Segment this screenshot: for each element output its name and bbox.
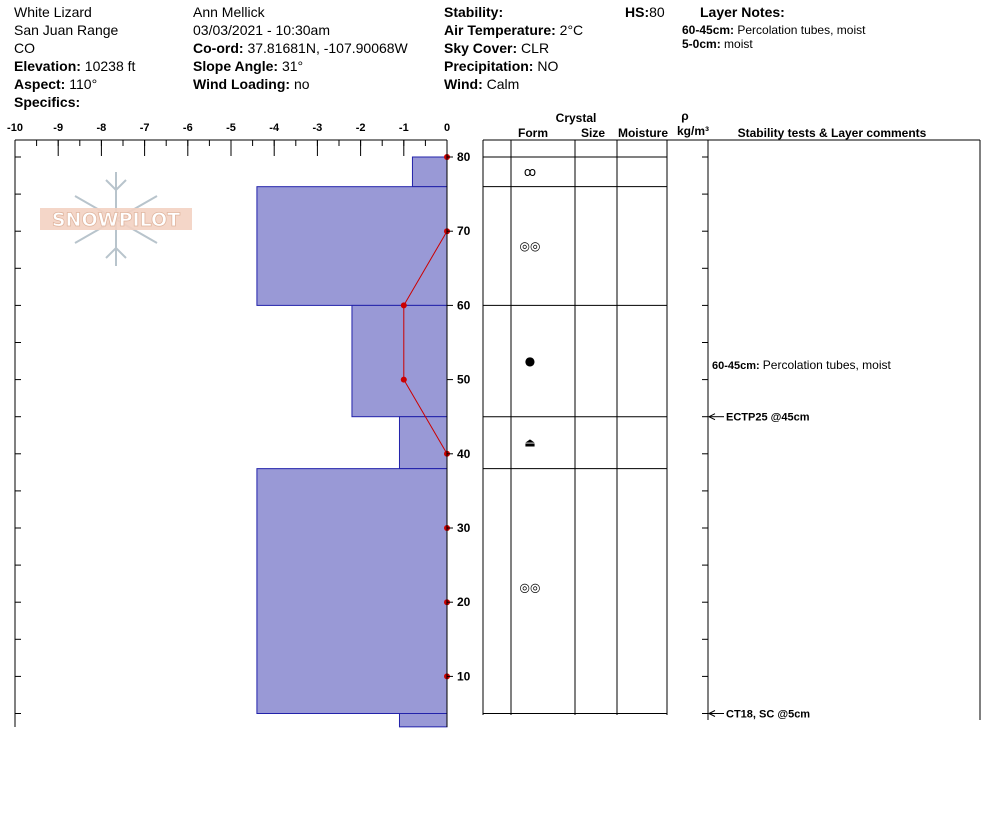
specifics-label: Specifics: [14, 94, 81, 110]
x-tick-label: -10 [7, 122, 23, 134]
moisture-header: Moisture [617, 126, 669, 140]
density-unit-header: kg/m³ [676, 124, 710, 138]
elevation-label: Elevation: [14, 58, 81, 74]
air-temp-value: 2°C [559, 22, 584, 38]
layer-note-2-text: moist [724, 37, 753, 51]
depth-tick-label: 20 [457, 595, 471, 610]
elevation-value: 10238 ft [84, 58, 136, 74]
coord-label: Co-ord: [193, 40, 244, 56]
precip-value: NO [537, 58, 559, 74]
wind-loading-label: Wind Loading: [193, 76, 291, 92]
hs-value: 80 [649, 4, 665, 20]
depth-tick-label: 60 [457, 298, 471, 313]
layer-note-2-range: 5-0cm: [682, 37, 721, 51]
depth-tick-label: 80 [457, 150, 471, 164]
slope-value: 31° [281, 58, 304, 74]
state-name: CO [14, 40, 35, 56]
x-tick-label: -9 [53, 122, 64, 134]
sky-value: CLR [521, 40, 550, 56]
x-tick-label: -1 [398, 122, 409, 134]
hardness-bar [399, 714, 447, 727]
x-tick-label: -5 [226, 122, 236, 134]
air-temp-label: Air Temperature: [444, 22, 556, 38]
aspect-label: Aspect: [14, 76, 66, 92]
observer-name: Ann Mellick [193, 4, 265, 20]
depth-tick-label: 50 [457, 372, 471, 387]
location-name: White Lizard [14, 4, 92, 20]
precip-label: Precipitation: [444, 58, 534, 74]
hardness-bar [352, 305, 447, 416]
x-tick-label: -2 [355, 122, 366, 134]
layer-notes-label: Layer Notes: [700, 4, 785, 20]
crystal-form-symbol: ● [524, 354, 536, 369]
hardness-bar [412, 157, 447, 187]
x-tick-label: -8 [96, 122, 107, 134]
temperature-point [401, 377, 407, 383]
layer-comment-text: Percolation tubes, moist [762, 357, 891, 372]
coord-value: 37.81681N, -107.90068W [247, 40, 408, 56]
hardness-bar [257, 187, 447, 306]
depth-tick-label: 10 [457, 669, 471, 684]
layer-comment-range: 60-45cm: [712, 359, 763, 372]
wind-value: Calm [486, 76, 520, 92]
stability-test-label: CT18, SC @5cm [726, 708, 811, 721]
stability-test-label: ECTP25 @45cm [726, 411, 810, 424]
wind-label: Wind: [444, 76, 483, 92]
size-header: Size [580, 126, 606, 140]
logo-text: SNOWPILOT [51, 209, 181, 231]
hs-label: HS: [625, 4, 650, 20]
rho-header: ρ [681, 109, 689, 123]
depth-tick-label: 70 [457, 224, 471, 239]
layer-note-1-range: 60-45cm: [682, 23, 735, 37]
comments-header: Stability tests & Layer comments [737, 126, 927, 140]
crystal-form-symbol: ꝏ [523, 164, 537, 179]
stability-label: Stability: [444, 4, 504, 20]
x-tick-label: -4 [269, 122, 280, 134]
crystal-header: Crystal [555, 111, 597, 125]
hardness-bar [257, 469, 447, 714]
x-tick-label: -3 [312, 122, 323, 134]
layer-comment [712, 358, 891, 372]
range-name: San Juan Range [14, 22, 119, 38]
sky-label: Sky Cover: [444, 40, 518, 56]
observation-datetime: 03/03/2021 - 10:30am [193, 22, 330, 38]
temperature-point [401, 302, 407, 308]
x-tick-label: -6 [182, 122, 193, 134]
layer-note-1-text: Percolation tubes, moist [737, 23, 866, 37]
depth-tick-label: 30 [457, 521, 471, 535]
wind-loading-value: no [293, 76, 310, 92]
x-tick-label: 0 [443, 122, 451, 134]
crystal-form-symbol: ⏏ [524, 435, 536, 450]
hardness-bar [399, 417, 447, 469]
snowpilot-logo [40, 172, 192, 266]
aspect-value: 110° [69, 76, 98, 92]
crystal-form-symbol: ◎◎ [519, 580, 541, 595]
crystal-form-symbol: ◎◎ [519, 239, 541, 254]
slope-label: Slope Angle: [193, 58, 279, 74]
x-tick-label: -7 [139, 122, 150, 134]
form-header: Form [518, 126, 548, 140]
depth-tick-label: 40 [457, 446, 471, 461]
